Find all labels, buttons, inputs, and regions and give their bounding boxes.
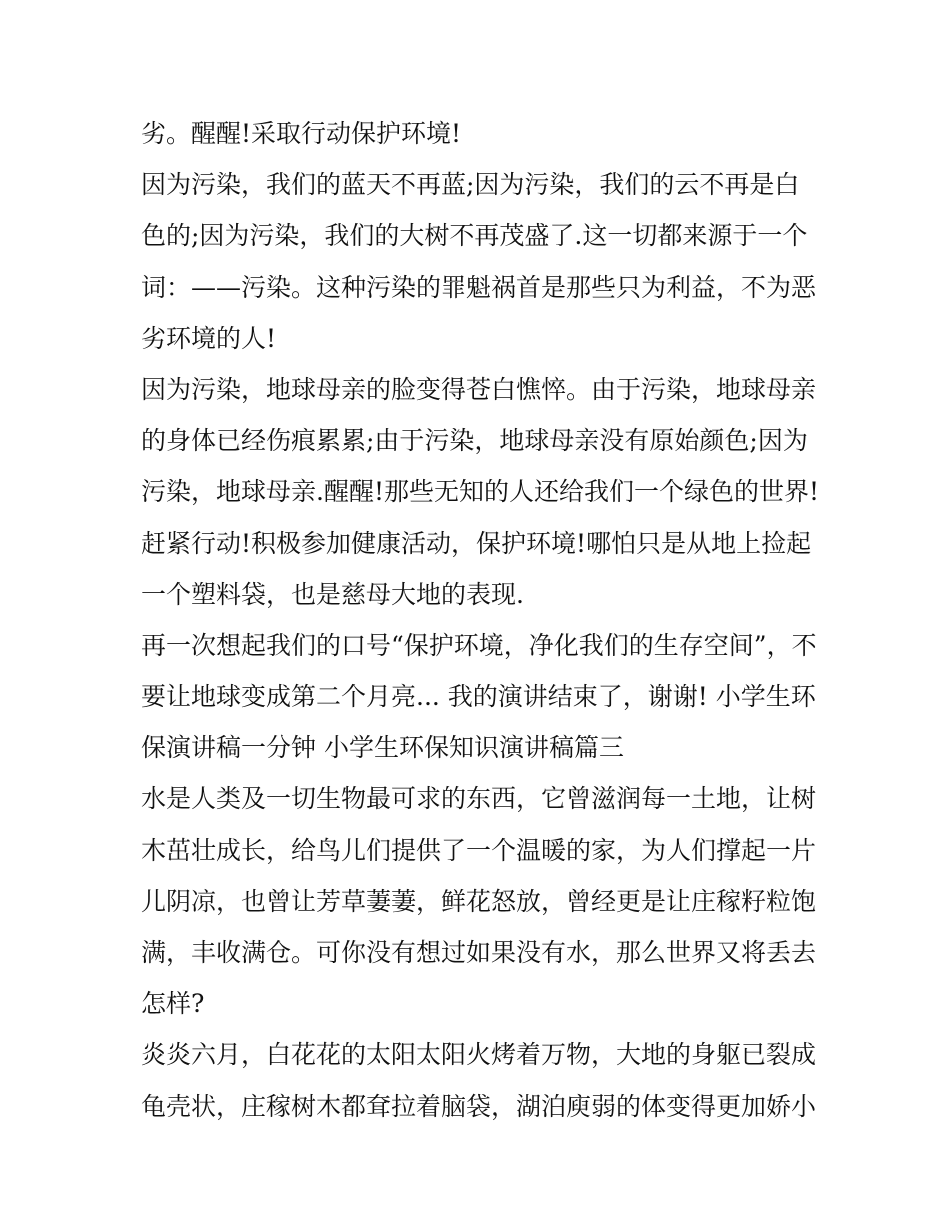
text-line: 龟壳状，庄稼树木都耷拉着脑袋，湖泊庾弱的体变得更加娇小: [141, 1091, 817, 1121]
text-line: 木茁壮成长，给鸟儿们提供了一个温暖的家，为人们撑起一片: [141, 835, 817, 865]
text-line: 赶紧行动!积极参加健康活动，保护环境!哪怕只是从地上捡起: [141, 528, 812, 558]
text-line: 劣环境的人!: [141, 323, 277, 353]
text-line: 污染，地球母亲.醒醒!那些无知的人还给我们一个绿色的世界!: [141, 477, 820, 507]
text-line: 一个塑料袋，也是慈母大地的表现.: [141, 579, 524, 609]
text-line: 劣。醒醒!采取行动保护环境!: [141, 119, 462, 148]
text-line: 怎样?: [141, 989, 205, 1019]
text-line: 再一次想起我们的口号“保护环境，净化我们的生存空间”，不: [141, 630, 817, 660]
body-text: [141, 108, 821, 1132]
text-line: 词：——污染。这种污染的罪魁祸首是那些只为利益，不为恶: [141, 272, 817, 302]
text-line: 因为污染，我们的蓝天不再蓝;因为污染，我们的云不再是白: [141, 170, 800, 200]
text-line: 因为污染，地球母亲的脸变得苍白憔悴。由于污染，地球母亲: [141, 374, 817, 404]
text-line: 的身体已经伤痕累累;由于污染，地球母亲没有原始颜色;因为: [141, 426, 808, 456]
text-line: 满，丰收满仓。可你没有想过如果没有水，那么世界又将丢去: [141, 938, 817, 967]
text-line: 保演讲稿一分钟 小学生环保知识演讲稿篇三: [141, 733, 624, 763]
text-line: 要让地球变成第二个月亮... 我的演讲结束了，谢谢! 小学生环: [141, 682, 816, 712]
text-line: 儿阴凉，也曾让芳草萋萋，鲜花怒放，曾经更是让庄稼籽粒饱: [141, 886, 817, 916]
text-line: 色的;因为污染，我们的大树不再茂盛了.这一切都来源于一个: [141, 221, 808, 251]
text-line: 炎炎六月，白花花的太阳太阳火烤着万物，大地的身躯已裂成: [141, 1040, 817, 1070]
text-line: 水是人类及一切生物最可求的东西，它曾滋润每一土地，让树: [141, 784, 817, 814]
